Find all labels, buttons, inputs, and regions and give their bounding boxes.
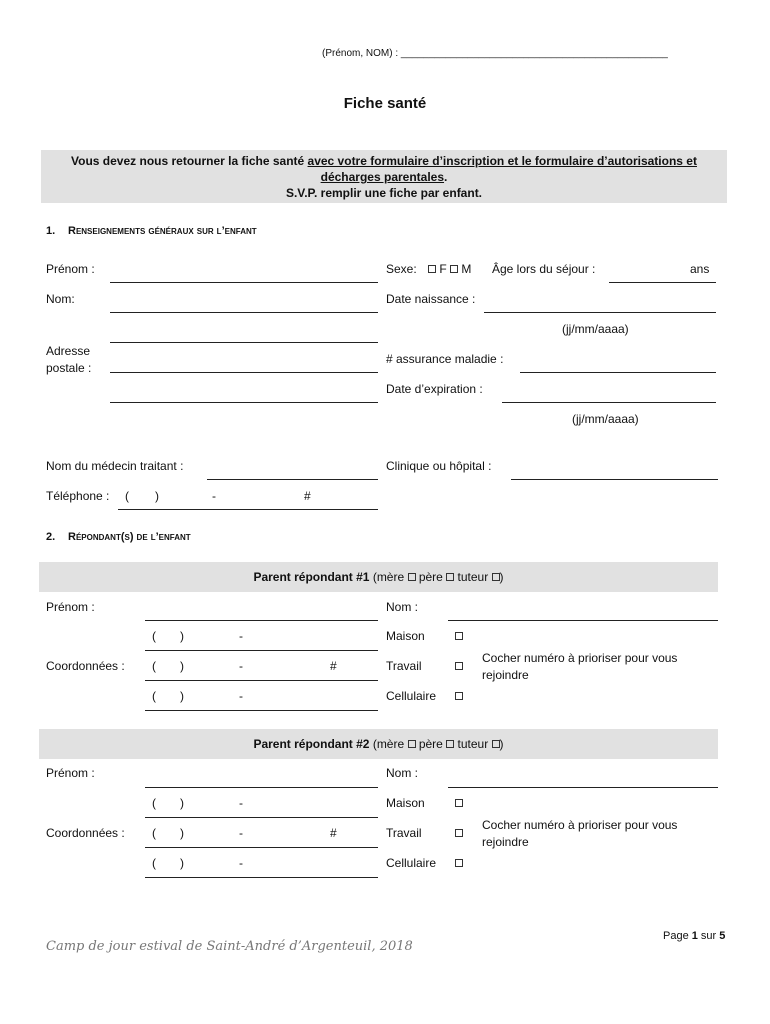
- sexe-m-label: M: [461, 262, 472, 276]
- parent-2-mere-checkbox[interactable]: [408, 740, 416, 748]
- notice-underlined-1: avec votre formulaire d’inscription et le formulaire d’autorisations et: [307, 154, 697, 168]
- date-naissance-label: Date naissance :: [386, 292, 476, 306]
- p1-travail-paren-open: (: [152, 659, 156, 673]
- parent-2-band: [39, 729, 718, 759]
- address-line-3[interactable]: [110, 402, 378, 403]
- notice-line-1: [41, 153, 727, 169]
- page-total: 5: [719, 930, 726, 942]
- p2-travail-paren-close: ): [180, 826, 184, 840]
- p1-cell-dash: -: [239, 689, 243, 703]
- parent-2-nom-field[interactable]: [448, 787, 718, 788]
- child-nom-label: Nom:: [46, 292, 75, 306]
- parent-2-cellulaire-phone-field[interactable]: [145, 877, 378, 878]
- sexe-m-checkbox[interactable]: [450, 265, 458, 273]
- notice-line-3: S.V.P. remplir une fiche par enfant.: [285, 186, 483, 200]
- parent-2-maison-label: Maison: [386, 796, 425, 810]
- p2-travail-paren-open: (: [152, 826, 156, 840]
- parent-2-travail-phone-field[interactable]: [145, 847, 378, 848]
- parent-2-cellulaire-checkbox[interactable]: [455, 859, 463, 867]
- page-sur: sur: [697, 930, 720, 942]
- p1-maison-paren-close: ): [180, 629, 184, 643]
- p2-travail-dash: -: [239, 826, 243, 840]
- p2-maison-paren-close: ): [180, 796, 184, 810]
- p2-maison-paren-open: (: [152, 796, 156, 810]
- p2-cell-paren-close: ): [180, 856, 184, 870]
- tel-paren-close: ): [155, 489, 159, 503]
- parent-2-cellulaire-label: Cellulaire: [386, 856, 437, 870]
- notice-line-2: [41, 169, 727, 185]
- mere-label: (mère: [369, 570, 408, 584]
- parent-1-travail-phone-field[interactable]: [145, 680, 378, 681]
- child-prenom-field[interactable]: [110, 282, 378, 283]
- expiration-field[interactable]: [502, 402, 716, 403]
- parent-1-maison-phone-field[interactable]: [145, 650, 378, 651]
- notice-box: [41, 150, 727, 203]
- tel-hash: #: [304, 489, 311, 503]
- clinique-field[interactable]: [511, 479, 718, 480]
- pere-label: père: [415, 737, 447, 751]
- p1-travail-hash: #: [330, 659, 337, 673]
- parent-2-title: Parent répondant #2: [253, 737, 370, 751]
- parent-1-pere-checkbox[interactable]: [446, 573, 454, 581]
- p1-cell-paren-close: ): [180, 689, 184, 703]
- page-current: 1: [691, 930, 698, 942]
- sexe-label: Sexe:: [386, 262, 417, 276]
- tuteur-label: tuteur: [454, 570, 492, 584]
- address-line-2[interactable]: [110, 372, 378, 373]
- parent-1-prenom-field[interactable]: [145, 620, 378, 621]
- p1-travail-dash: -: [239, 659, 243, 673]
- section-1-title: Renseignements généraux sur l’enfant: [68, 225, 257, 237]
- parent-2-cocher-line-2: rejoindre: [482, 835, 529, 849]
- tel-paren-open: (: [125, 489, 129, 503]
- section-1-number: 1.: [46, 225, 56, 237]
- band-close-paren: ): [499, 737, 504, 751]
- parent-2-travail-label: Travail: [386, 826, 422, 840]
- p2-cell-dash: -: [239, 856, 243, 870]
- address-line-1[interactable]: [110, 342, 378, 343]
- p2-maison-dash: -: [239, 796, 243, 810]
- parent-2-pere-checkbox[interactable]: [446, 740, 454, 748]
- ans-label: ans: [690, 262, 710, 276]
- p1-cell-paren-open: (: [152, 689, 156, 703]
- age-label: Âge lors du séjour :: [492, 262, 596, 276]
- notice-period: .: [444, 170, 448, 184]
- child-nom-field[interactable]: [110, 312, 378, 313]
- parent-1-nom-field[interactable]: [448, 620, 718, 621]
- tuteur-label: tuteur: [454, 737, 492, 751]
- p2-travail-hash: #: [330, 826, 337, 840]
- medecin-label: Nom du médecin traitant :: [46, 459, 184, 473]
- parent-2-tuteur-checkbox[interactable]: [492, 740, 500, 748]
- parent-1-cocher-line-1: Cocher numéro à prioriser pour vous: [482, 651, 678, 665]
- telephone-label: Téléphone :: [46, 489, 110, 503]
- sexe-f-label: F: [439, 262, 447, 276]
- pere-label: père: [415, 570, 447, 584]
- date-format-hint-2: (jj/mm/aaaa): [572, 412, 639, 426]
- parent-2-travail-checkbox[interactable]: [455, 829, 463, 837]
- age-field[interactable]: [609, 282, 716, 283]
- p2-cell-paren-open: (: [152, 856, 156, 870]
- telephone-field[interactable]: [118, 509, 378, 510]
- parent-1-cellulaire-label: Cellulaire: [386, 689, 437, 703]
- expiration-label: Date d’expiration :: [386, 382, 483, 396]
- child-name-header: (Prénom, NOM) : ________________________________________________: [322, 48, 668, 59]
- parent-2-prenom-field[interactable]: [145, 787, 378, 788]
- band-close-paren: ): [499, 570, 504, 584]
- parent-1-coordonnees-label: Coordonnées :: [46, 659, 125, 673]
- parent-1-maison-label: Maison: [386, 629, 425, 643]
- tel-dash: -: [212, 489, 216, 503]
- camp-footer: Camp de jour estival de Saint-André d’Argenteuil, 2018: [46, 939, 413, 954]
- page-word: Page: [663, 930, 692, 942]
- mere-label: (mère: [369, 737, 408, 751]
- parent-1-cocher-line-2: rejoindre: [482, 668, 529, 682]
- p1-maison-dash: -: [239, 629, 243, 643]
- medecin-field[interactable]: [207, 479, 378, 480]
- parent-2-cocher-line-1: Cocher numéro à prioriser pour vous: [482, 818, 678, 832]
- parent-1-prenom-label: Prénom :: [46, 600, 95, 614]
- page-title: Fiche santé: [343, 95, 427, 112]
- section-2-number: 2.: [46, 531, 56, 543]
- parent-1-maison-checkbox[interactable]: [455, 632, 463, 640]
- parent-1-cellulaire-phone-field[interactable]: [145, 710, 378, 711]
- section-1-heading: [46, 224, 257, 238]
- parent-2-prenom-label: Prénom :: [46, 766, 95, 780]
- parent-1-nom-label: Nom :: [386, 600, 419, 614]
- p1-maison-paren-open: (: [152, 629, 156, 643]
- sexe-f-checkbox[interactable]: [428, 265, 436, 273]
- child-prenom-label: Prénom :: [46, 262, 95, 276]
- date-naissance-field[interactable]: [484, 312, 716, 313]
- parent-2-maison-checkbox[interactable]: [455, 799, 463, 807]
- section-2-title: Répondant(s) de l’enfant: [68, 531, 191, 543]
- sexe-options: [428, 262, 471, 276]
- parent-2-nom-label: Nom :: [386, 766, 419, 780]
- adresse-label: Adresse: [46, 344, 91, 358]
- parent-1-tuteur-checkbox[interactable]: [492, 573, 500, 581]
- notice-text: Vous devez nous retourner la fiche santé: [71, 154, 308, 168]
- parent-1-travail-label: Travail: [386, 659, 422, 673]
- clinique-label: Clinique ou hôpital :: [386, 459, 492, 473]
- parent-1-title: Parent répondant #1: [253, 570, 370, 584]
- parent-2-coordonnees-label: Coordonnées :: [46, 826, 125, 840]
- page-number: [663, 929, 725, 943]
- parent-1-mere-checkbox[interactable]: [408, 573, 416, 581]
- parent-1-band: [39, 562, 718, 592]
- postale-label: postale :: [46, 361, 92, 375]
- assurance-label: # assurance maladie :: [386, 352, 504, 366]
- assurance-field[interactable]: [520, 372, 716, 373]
- date-format-hint-1: (jj/mm/aaaa): [562, 322, 629, 336]
- parent-1-travail-checkbox[interactable]: [455, 662, 463, 670]
- notice-underlined-2: décharges parentales: [320, 170, 445, 184]
- p1-travail-paren-close: ): [180, 659, 184, 673]
- parent-2-maison-phone-field[interactable]: [145, 817, 378, 818]
- parent-1-cellulaire-checkbox[interactable]: [455, 692, 463, 700]
- section-2-heading: [46, 530, 191, 544]
